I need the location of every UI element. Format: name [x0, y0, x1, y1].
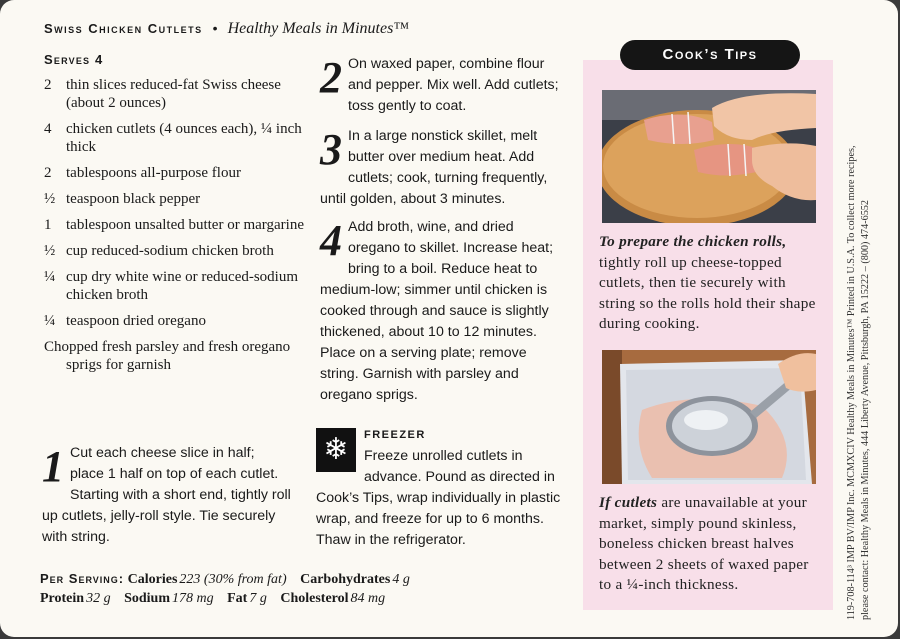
ingredient-text: teaspoon black pepper [66, 191, 201, 207]
freezer-heading: FREEZER [364, 429, 426, 441]
nutrient-value: 223 (30% from fat) [179, 572, 287, 587]
photo-pounding-chicken [602, 350, 816, 484]
nutrient-value: 7 g [249, 591, 267, 606]
ingredient-text: thin slices reduced-fat Swiss cheese (about 2 ounces) [66, 77, 281, 111]
ingredient-item [44, 190, 306, 208]
nutrient-name: Carbohydrates [300, 572, 391, 587]
ingredient-list [44, 76, 306, 374]
ingredient-qty: ¼ [44, 269, 56, 285]
step-text: On waxed paper, combine flour and pepper. Mix well. Add cutlets; toss gently to coat. [348, 56, 559, 114]
nutrient-value: 84 mg [350, 591, 386, 606]
ingredient-qty: 4 [44, 121, 52, 137]
header-separator: • [212, 20, 218, 36]
ingredient-qty: 2 [44, 77, 52, 93]
side-imprint-line-2: please contact: Healthy Meals in Minutes, 444 Liberty Avenue, Pittsburgh, PA 15222 – (800) 474-6552 [859, 200, 871, 620]
tip-lead: To prepare the chicken rolls, [599, 233, 787, 250]
snowflake-icon: ❄ [316, 428, 356, 472]
side-imprint [845, 20, 872, 620]
ingredient-qty: ½ [44, 243, 56, 259]
nutrient-name: Protein [40, 591, 85, 606]
ingredient-text: teaspoon dried oregano [66, 313, 206, 329]
step-text: Cut each cheese slice in half; place 1 half on top of each cutlet. Starting with a short end, tightly roll up cutlets, jelly-roll style. Tie securely with string. [42, 445, 291, 545]
nutrient-name: Calories [127, 572, 178, 587]
ingredient-item [44, 164, 306, 182]
step-text: In a large nonstick skillet, melt butter over medium heat. Add cutlets; cook, turning frequently, until golden, about 3 minutes. [320, 128, 548, 207]
ingredient-item [44, 312, 306, 330]
series-name: Healthy Meals in Minutes™ [227, 20, 409, 37]
ingredient-item [44, 120, 306, 156]
step-number: 3 [320, 125, 342, 174]
nutrition-label: Per Serving: [40, 571, 125, 586]
tip-text: are unavailable at your market, simply pound skinless, boneless chicken breast halves between 2 sheets of waxed paper to a ¼-inch thickness. [599, 494, 809, 593]
freezer-note [316, 428, 566, 551]
ingredient-text: tablespoons all-purpose flour [66, 165, 241, 181]
step-number: 4 [320, 216, 342, 265]
ingredient-item [44, 76, 306, 112]
ingredient-text: tablespoon unsalted butter or margarine [66, 217, 304, 233]
nutrient-name: Cholesterol [280, 591, 349, 606]
ingredient-item [44, 242, 306, 260]
freezer-text: Freeze unrolled cutlets in advance. Pound as directed in Cook’s Tips, wrap individually in plastic wrap, and freeze for up to 6 months. Thaw in the refrigerator. [316, 448, 561, 548]
ingredient-text: cup reduced-sodium chicken broth [66, 243, 274, 259]
ingredient-qty: 1 [44, 217, 52, 233]
nutrition-line-1 [40, 569, 580, 589]
garnish-text: Chopped fresh parsley and fresh oregano sprigs for garnish [44, 339, 291, 373]
step-number: 1 [42, 442, 64, 491]
nutrient-value: 4 g [392, 572, 410, 587]
ingredient-text: chicken cutlets (4 ounces each), ¼ inch thick [66, 121, 302, 155]
step-2 [320, 54, 568, 117]
tip-text: tightly roll up cheese-topped cutlets, then tie securely with string so the rolls hold their shape during cooking. [599, 253, 816, 332]
nutrient-name: Sodium [124, 591, 170, 606]
step-number: 2 [320, 53, 342, 102]
tip-lead: If cutlets [599, 494, 658, 511]
cooks-tips-title: Cook’s Tips [620, 40, 800, 70]
photo-rolling-chicken [602, 90, 816, 223]
step-1 [42, 443, 292, 548]
step-3 [320, 126, 568, 210]
side-imprint-line-1: 119-708-114³ IMP BV/IMP Inc. MCMXCIV Healthy Meals in Minutes™ Printed in U.S.A. To collect more recipes, [846, 145, 857, 620]
step-4 [320, 217, 568, 406]
step-text: Add broth, wine, and dried oregano to skillet. Increase heat; bring to a boil. Reduce heat to medium-low; simmer until chicken is cooked through and sauce is slightly thickened, about 10 to 12 minutes. Place on a serving plate; remove string. Garnish with parsley and oregano sprigs. [320, 219, 554, 403]
ingredient-item [44, 268, 306, 304]
ingredient-text: cup dry white wine or reduced-sodium chicken broth [66, 269, 299, 303]
recipe-title: Swiss Chicken Cutlets [44, 21, 203, 36]
nutrient-name: Fat [227, 591, 248, 606]
nutrition-info [40, 569, 580, 608]
ingredient-qty: ½ [44, 191, 56, 207]
tip-rolls [599, 232, 819, 335]
card-header [44, 20, 409, 38]
ingredient-qty: ¼ [44, 313, 56, 329]
ingredient-item [44, 216, 306, 234]
nutrient-value: 178 mg [172, 591, 214, 606]
serves-label: Serves 4 [44, 52, 104, 67]
tip-cutlets [599, 493, 819, 596]
ingredient-qty: 2 [44, 165, 52, 181]
nutrient-value: 32 g [86, 591, 111, 606]
nutrition-line-2 [40, 589, 580, 608]
